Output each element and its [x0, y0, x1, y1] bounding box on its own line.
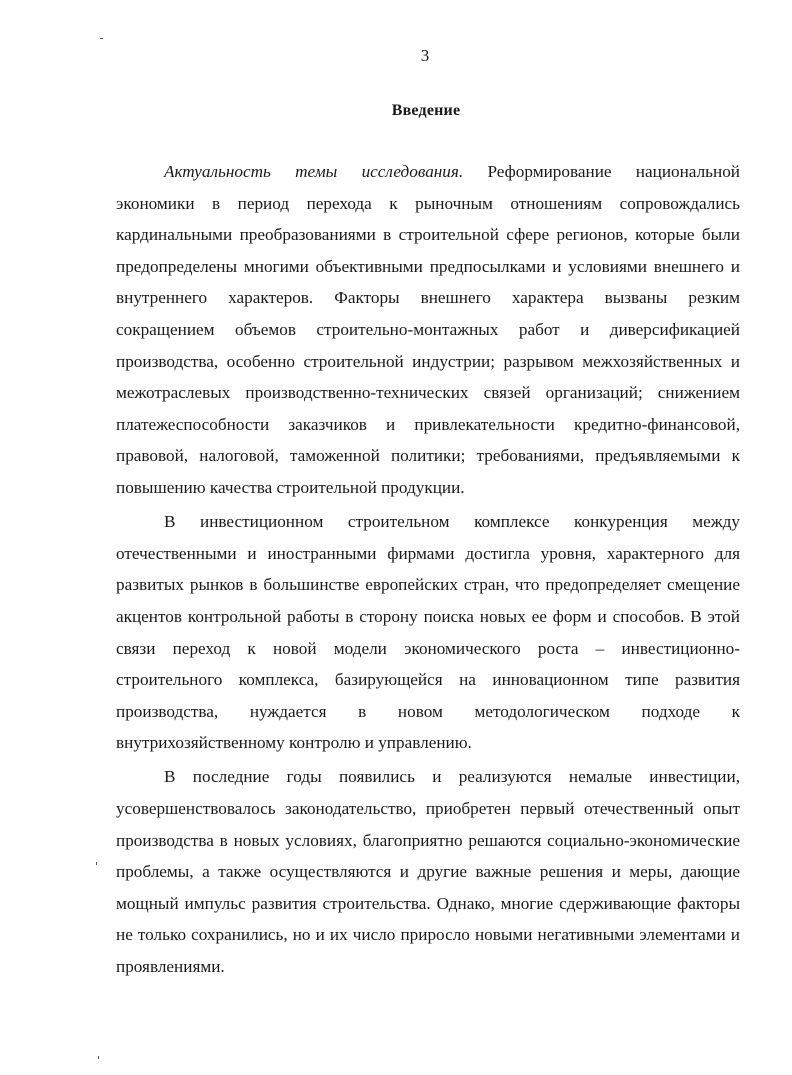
- paragraph-text: Реформирование национальной экономики в период перехода к рыночным отношениям сопровождались кардинальными преобразованиями в строительной сфере регионов, которые были предопределены многими объективными предпосылками и условиями внешнего и внутреннего характеров. Факторы внешнего характера вызваны резким сокращением объемов строительно-монтажных работ и диверсификацией производства, особенно строительной индустрии; разрывом межхозяйственных и межотраслевых производственно-технических связей организаций; снижением платежеспособности заказчиков и привлекательности кредитно-финансовой, правовой, налоговой, таможенной политики; требованиями, предъявляемыми к повышению качества строительной продукции.: [116, 162, 740, 497]
- scan-speck: [100, 38, 103, 39]
- section-heading: Введение: [391, 102, 461, 119]
- paragraph-text: В последние годы появились и реализуются немалые инвестиции, усовершенствовалось законодательство, приобретен первый отечественный опыт производства в новых условиях, благоприятно решаются социально-экономические проблемы, а также осуществляются и другие важные решения и меры, дающие мощный импульс развития строительства. Однако, многие сдерживающие факторы не только сохранились, но и их число приросло новыми негативными элементами и проявлениями.: [116, 767, 740, 977]
- paragraph-competition: [116, 506, 740, 759]
- scan-speck: [98, 1056, 99, 1059]
- scan-speck: [96, 862, 97, 865]
- paragraph-lead-italic: Актуальность темы исследования.: [164, 162, 464, 181]
- paragraph-text: В инвестиционном строительном комплексе конкуренция между отечественными и иностранными фирмами достигла уровня, характерного для развитых рынков в большинстве европейских стран, что предопределяет смещение акцентов контрольной работы в сторону поиска новых ее форм и способов. В этой связи переход к новой модели экономического роста – инвестиционно-строительного комплекса, базирующейся на инновационном типе развития производства, нуждается в новом методологическом подходе к внутрихозяйственному контролю и управлению.: [116, 512, 740, 753]
- paragraph-relevance: [116, 156, 740, 504]
- paragraph-recent-years: [116, 761, 740, 982]
- page-number: 3: [420, 46, 430, 65]
- body-text: [116, 156, 740, 983]
